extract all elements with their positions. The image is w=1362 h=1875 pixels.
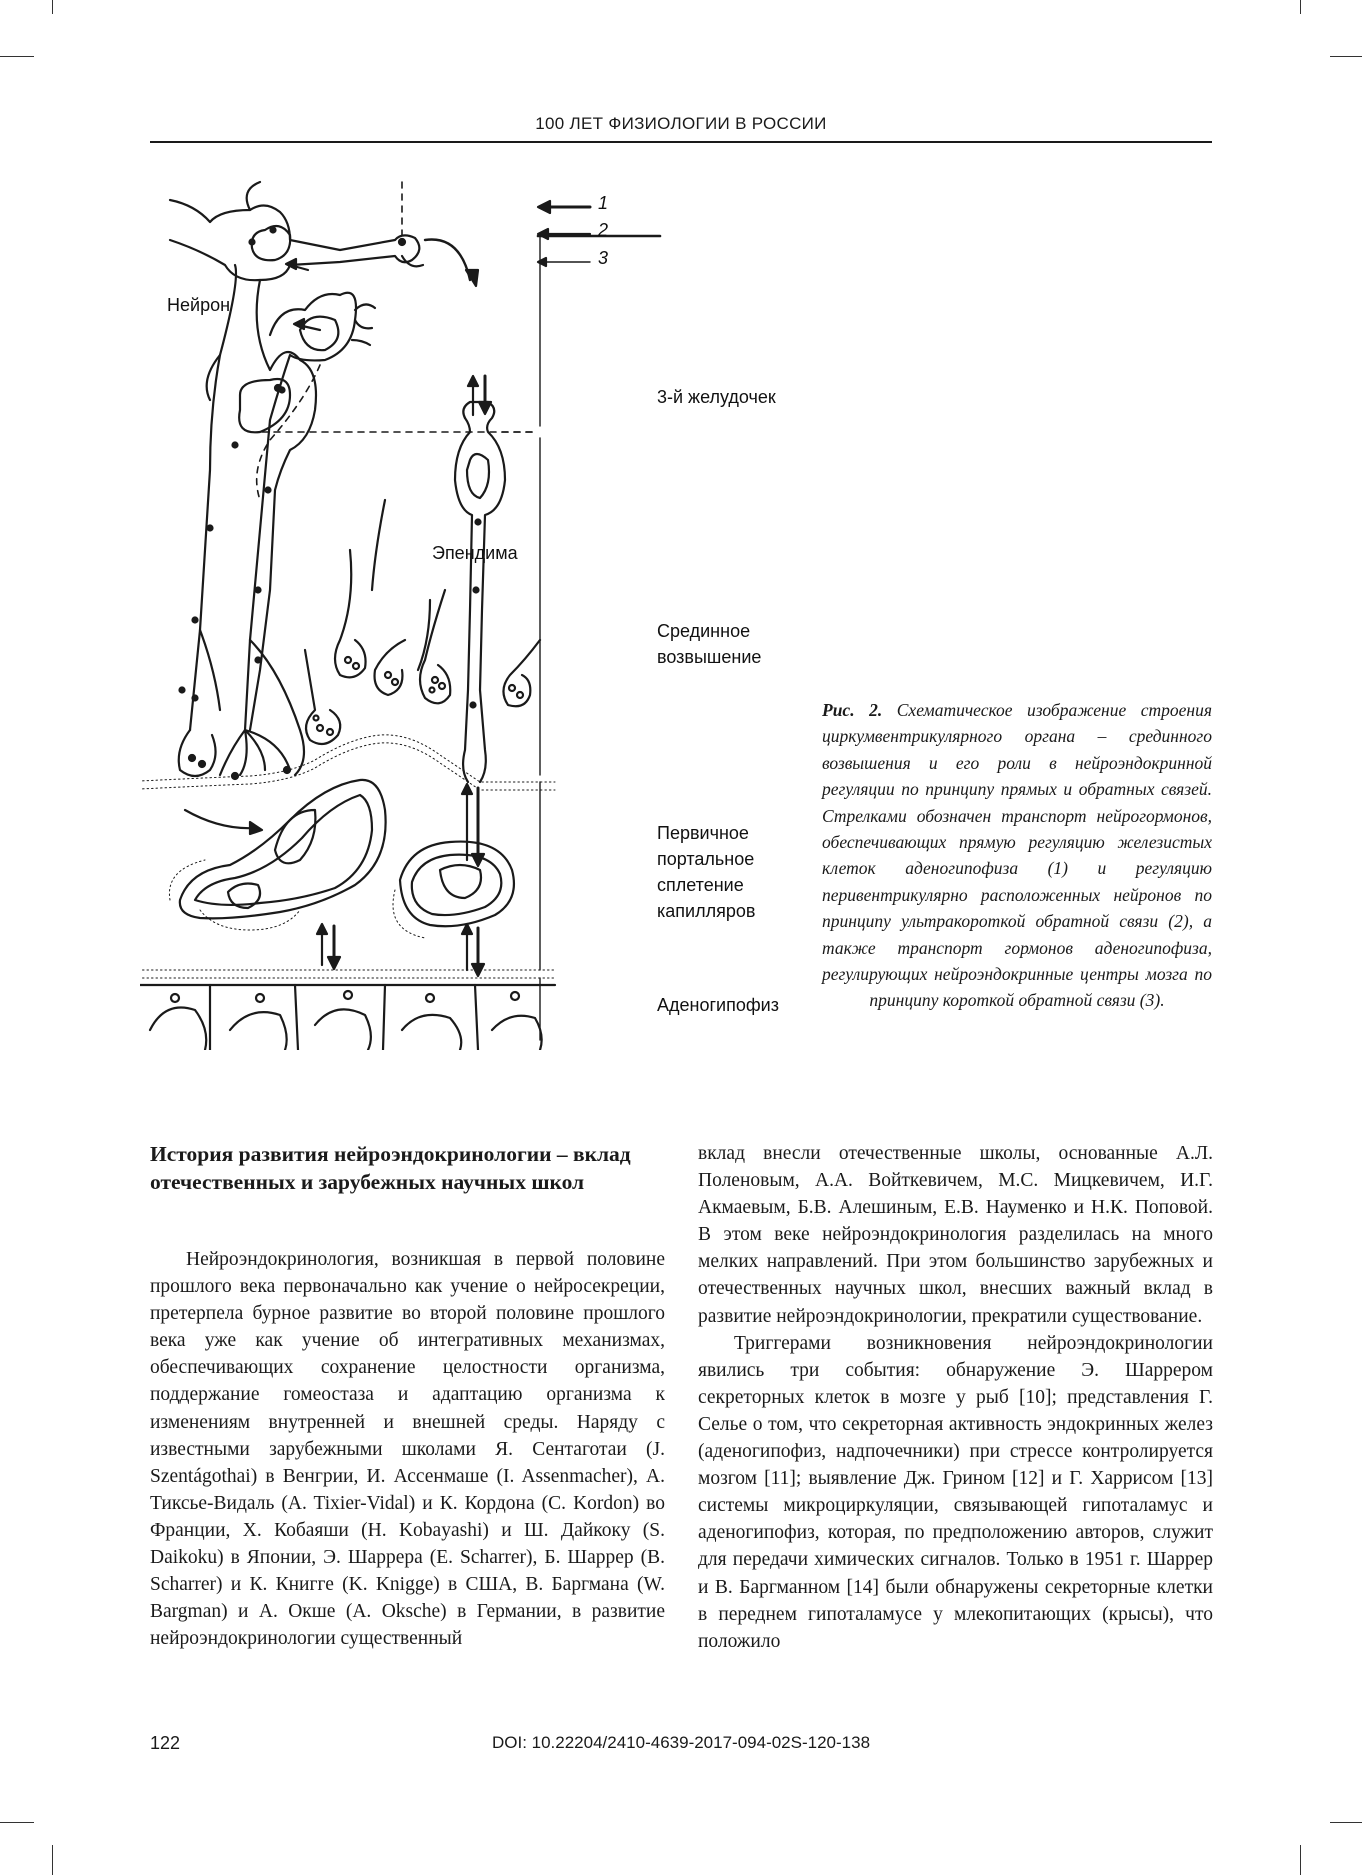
legend-number-1: 1 (598, 193, 609, 213)
label-median-eminence-1: Срединное (657, 621, 751, 641)
body-column-left (150, 1246, 665, 1652)
label-median-eminence-2: возвышение (657, 647, 762, 667)
body-column-right (698, 1140, 1213, 1655)
crop-mark (1330, 1822, 1362, 1823)
caption-prefix: Рис. 2. (822, 700, 883, 720)
paragraph: Триггерами возникновения нейроэндокринологии явились три события: обнаружение Э. Шаррером секреторных клеток в мозге у рыб [10]; представления Г. Селье о том, что секреторная активность эндокринных желез (аденогипофиз, надпочечники) при стрессе контролируется мозгом [11]; выявление Дж. Грином [12] и Г. Харрисом [13] системы микроциркуляции, связывающей гипоталамус и аденогипофиз, которая, по предположению авторов, служит для передачи химических сигналов. Только в 1951 г. Шаррер и В. Баргманном [14] были обнаружены секреторные клетки в переднем гипоталамусе у млекопитающих (крысы), что положило (698, 1332, 1213, 1652)
label-plexus-2: портальное (657, 849, 755, 869)
crop-mark (0, 56, 34, 57)
section-title: История развития нейроэндокринологии – вклад отечественных и зарубежных научных школ (150, 1142, 631, 1194)
figure (140, 170, 800, 1050)
label-neuron: Нейрон (167, 295, 231, 315)
legend-number-3: 3 (598, 248, 609, 268)
caption-text: Схематическое изображение строения циркумвентрикулярного органа – срединного возвышения и его роли в нейроэндокринной регуляции по принципу прямых и обратных связей. Стрелками обозначен транспорт нейрогормонов, обеспечивающих прямую регуляцию железистых клеток аденогипофиза (1) и регуляцию перивентрикулярно расположенных нейронов по принципу ультракороткой обратной связи (2), а также транспорт гормонов аденогипофиза, регулирующих нейроэндокринные центры мозга по принципу короткой обратной связи (3). (822, 700, 1212, 1011)
crop-mark (1300, 1845, 1301, 1875)
crop-mark (1300, 0, 1301, 14)
crop-mark (1330, 56, 1362, 57)
legend-arrows (538, 201, 590, 266)
label-ventricle: 3-й желудочек (657, 387, 776, 407)
crop-mark (52, 0, 53, 14)
label-plexus-1: Первичное (657, 823, 749, 843)
header-rule (150, 141, 1212, 143)
label-plexus-3: сплетение (657, 875, 744, 895)
crop-mark (52, 1845, 53, 1875)
label-ependyma: Эпендима (432, 543, 518, 563)
doi: DOI: 10.22204/2410-4639-2017-094-02S-120-138 (491, 1733, 871, 1752)
running-header: 100 ЛЕТ ФИЗИОЛОГИИ В РОССИИ (535, 114, 827, 133)
paragraph: Нейроэндокринология, возникшая в первой половине прошлого века первоначально как учение о нейросекреции, претерпела бурное развитие во второй половине прошлого века уже как учение об интегративных механизмах, обеспечивающих сохранение целостности организма, поддержание гомеостаза и адаптацию организма к изменениям внутренней и внешней среды. Наряду с известными зарубежными школами Я. Сентаготаи (J. Szentágothai) в Венгрии, И. Ассенмаше (I. Assenmacher), А. Тиксье-Видаль (A. Tixier-Vidal) и К. Кордона (C. Kordon) во Франции, Х. Кобаяши (H. Kobayashi) и Ш. Дайкоку (S. Daikoku) в Японии, Э. Шаррера (E. Scharrer), Б. Шаррер (B. Scharrer) и К. Книгге (K. Knigge) в США, В. Баргмана (W. Bargman) и А. Окше (A. Oksche) в Германии, в развитие нейроэндокринологии существенный (150, 1249, 665, 1650)
legend-number-2: 2 (598, 220, 609, 240)
figure-caption (822, 697, 1212, 1014)
label-plexus-4: капилляров (657, 901, 756, 921)
paragraph: вклад внесли отечественные школы, основанные А.Л. Поленовым, А.А. Войткевичем, М.С. Мицкевичем, И.Г. Акмаевым, Б.В. Алешиным, Е.В. Науменко и Н.К. Поповой. В этом веке нейроэндокринология разделилась на много мелких направлений. При этом большинство зарубежных и отечественных научных школ, внесших важный вклад в развитие нейроэндокринологии, прекратили существование. (698, 1143, 1213, 1327)
crop-mark (0, 1822, 34, 1823)
page-number: 122 (150, 1733, 181, 1753)
label-adenohypophysis: Аденогипофиз (657, 995, 779, 1015)
